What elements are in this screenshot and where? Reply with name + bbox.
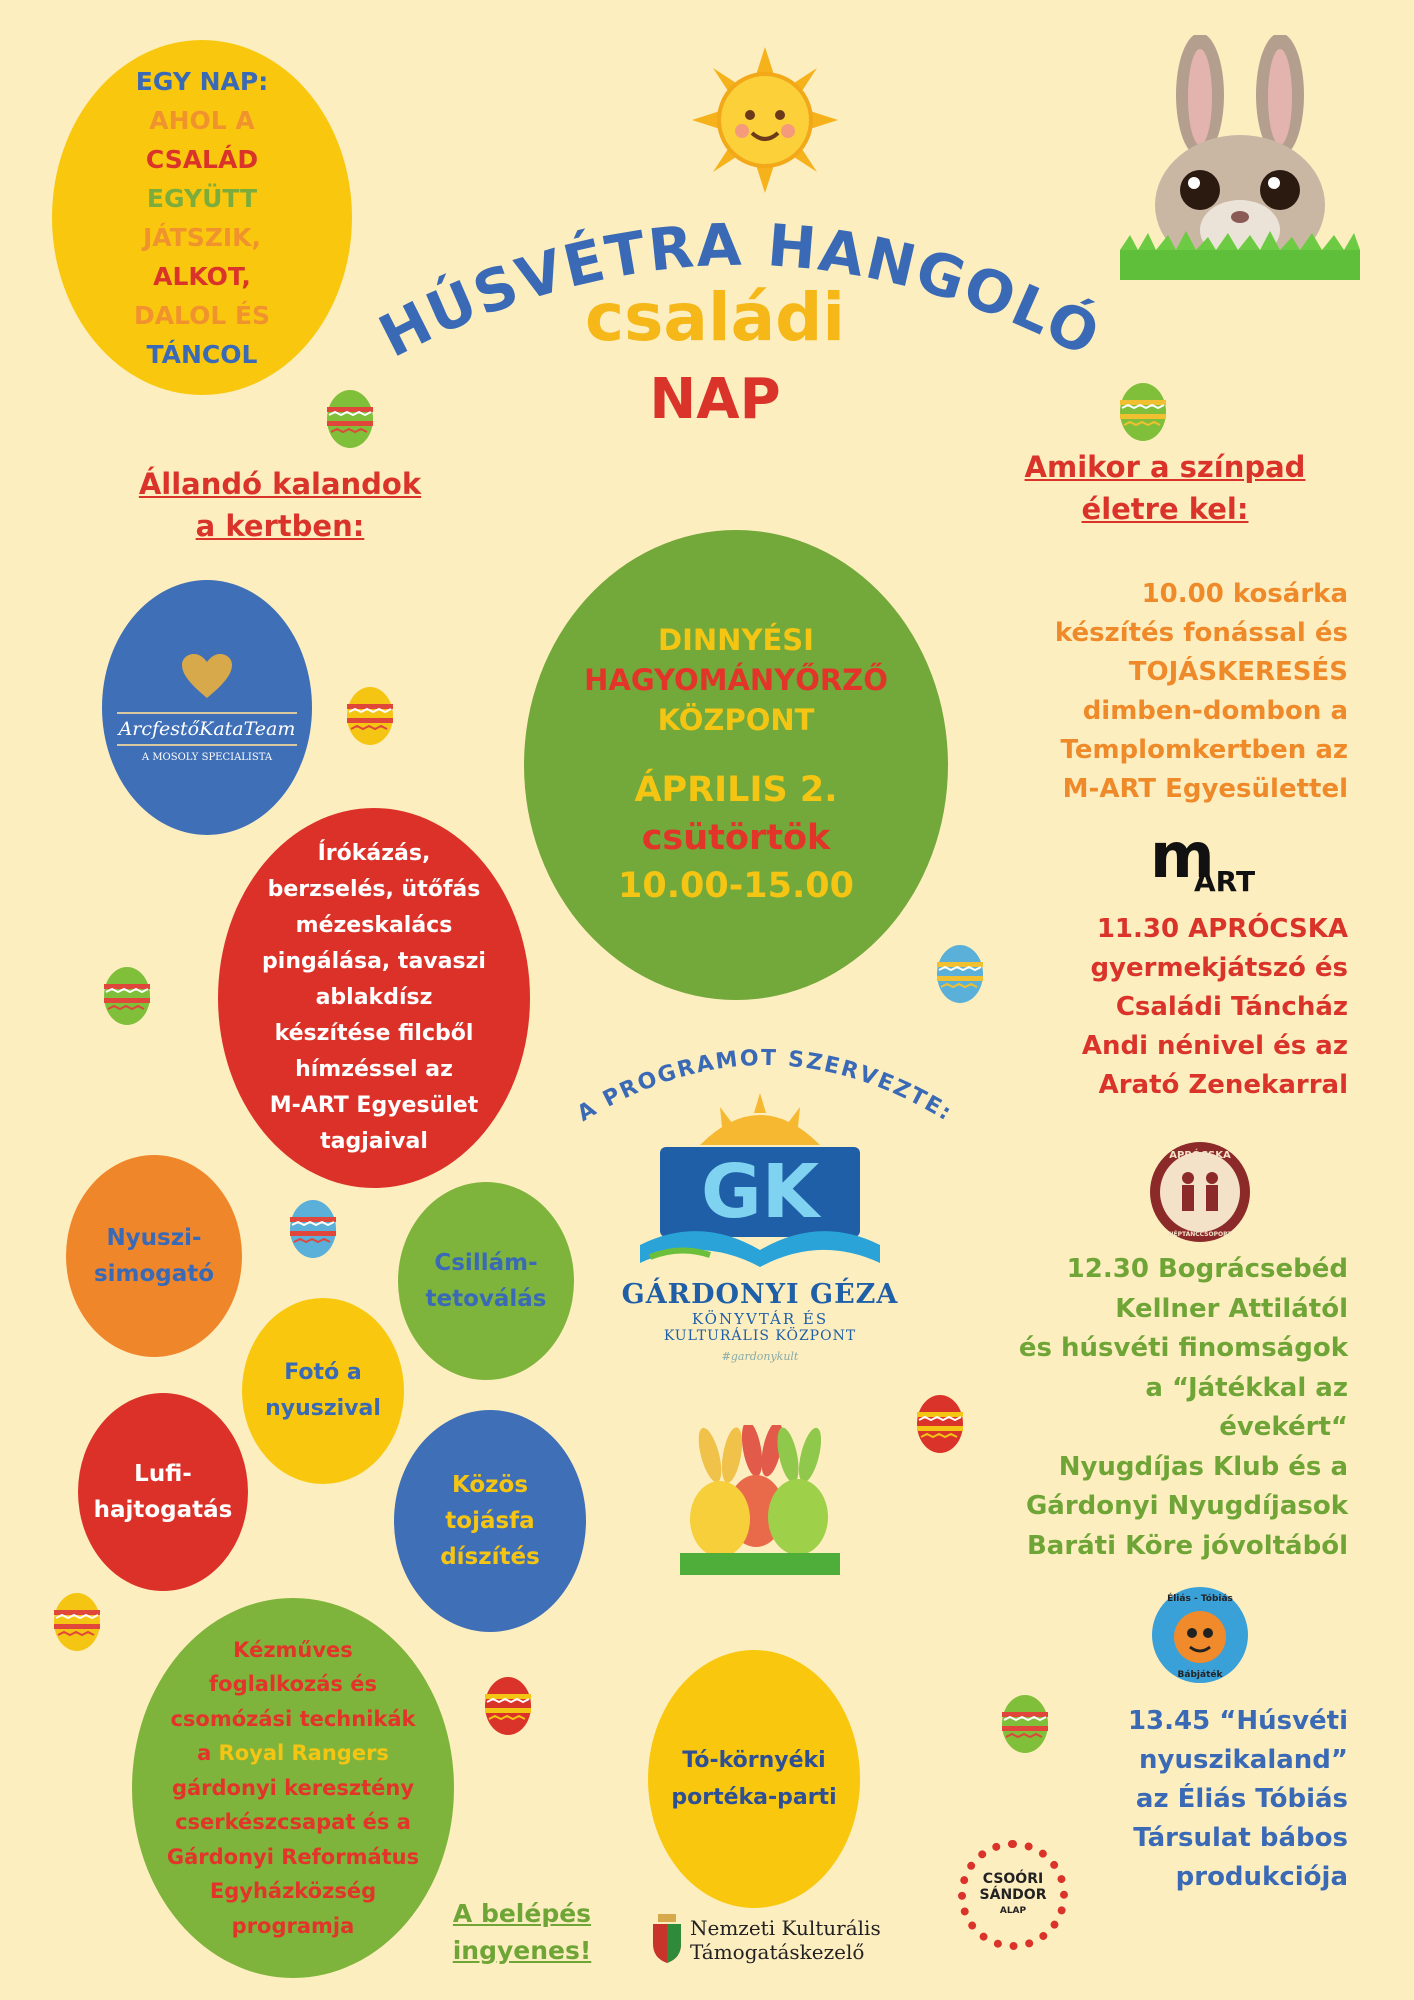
easter-egg-icon (483, 1672, 533, 1736)
svg-text:Éliás - Tóbiás: Éliás - Tóbiás (1167, 1594, 1233, 1604)
slogan-line: JÁTSZIK, (142, 222, 262, 252)
title-bottom: NAP (649, 367, 781, 432)
crafts-line: pingálása, tavaszi (262, 949, 486, 974)
easter-egg-icon (915, 1390, 965, 1454)
arcfesto-logo (102, 580, 312, 835)
svg-text:Bábjáték: Bábjáték (1177, 1670, 1223, 1680)
elias-tobias-logo (1150, 1585, 1250, 1685)
crafts-line: Írókázás, (317, 841, 431, 866)
library-line2: KÖNYVTÁR ÉS (691, 1310, 829, 1328)
easter-egg-icon (52, 1588, 102, 1652)
glitter-tattoo-circle: Csillám- tetoválás (398, 1182, 574, 1380)
crafts-line: mézeskalács (295, 913, 453, 938)
bunny-image (1120, 35, 1360, 280)
slogan-line: EGY NAP: (135, 66, 269, 96)
crafts-line: M-ART Egyesület (269, 1093, 479, 1118)
crafts-text (262, 836, 486, 1160)
crafts-line: berzselés, ütőfás (267, 877, 481, 902)
slogan-line: CSALÁD (145, 144, 259, 174)
library-hashtag: #gardonykult (721, 1350, 799, 1363)
crafts-line: hímzéssel az (295, 1057, 453, 1082)
easter-egg-icon (288, 1195, 338, 1259)
schedule-1: 10.00 kosárka készítés fonással és TOJÁSKERESÉS dimben-dombon a Templomkertben az M-ART Egyesülettel (1054, 579, 1348, 804)
workshop-circle (132, 1598, 454, 1978)
center-info-circle: DINNYÉSI HAGYOMÁNYŐRZŐ KÖZPONT ÁPRILIS 2. csütörtök 10.00-15.00 (524, 530, 948, 1000)
crafts-line: készítése filcből (274, 1021, 474, 1046)
photo-circle: Fotó a nyuszival (242, 1298, 404, 1484)
slogan-line: ALKOT, (153, 261, 251, 291)
mart-logo: m ART (1150, 819, 1256, 898)
easter-egg-icon (1118, 378, 1168, 442)
library-logo (620, 1085, 900, 1405)
csoori-logo: CSOÓRI SÁNDOR ALAP (958, 1840, 1068, 1950)
arcfesto-name: ArcfestőKataTeam (118, 718, 296, 740)
crafts-circle (218, 808, 530, 1188)
balloon-circle: Lufi- hajtogatás (78, 1393, 248, 1591)
sun-icon (690, 45, 840, 195)
arcfesto-tagline: A MOSOLY SPECIALISTA (141, 752, 273, 763)
easter-egg-icon (102, 962, 152, 1026)
entry-note: A belépés ingyenes! (452, 1899, 592, 1965)
lake-circle: Tó-környéki portéka-parti (648, 1650, 860, 1908)
slogan-circle (52, 40, 352, 395)
easter-egg-icon (345, 682, 395, 746)
right-heading: Amikor a színpad életre kel: (1024, 450, 1306, 526)
library-mark: GK (700, 1149, 820, 1235)
library-name: GÁRDONYI GÉZA (621, 1279, 899, 1310)
easter-egg-icon (935, 940, 985, 1004)
heart-icon (180, 652, 234, 700)
library-line3: KULTURÁLIS KÖZPONT (663, 1328, 857, 1344)
crafts-line: ablakdísz (315, 985, 433, 1010)
slogan-line: EGYÜTT (146, 183, 258, 213)
bunny-petting-circle: Nyuszi- simogató (66, 1155, 242, 1357)
title-main: HÚSVÉTRA HANGOLÓ (368, 210, 1112, 371)
svg-text:APRÓCSKA: APRÓCSKA (1169, 1150, 1231, 1161)
title-middle: családi (585, 279, 845, 356)
crafts-line: tagjaival (320, 1129, 428, 1154)
slogan-line: AHOL A (149, 105, 255, 135)
nka-logo: Nemzeti Kulturális Támogatáskezelő (650, 1910, 940, 1970)
egg-painting-circle: Közös tojásfa díszítés (394, 1410, 586, 1632)
left-heading: Állandó kalandok a kertben: (138, 467, 422, 543)
schedule-4: 13.45 “Húsvéti nyuszikaland” az Éliás Tóbiás Társulat bábos produkciója (1127, 1706, 1348, 1892)
library-emblem-icon (620, 1085, 900, 1275)
royal-rangers: Royal Rangers (218, 1741, 389, 1766)
workshop-text: Kézműves foglalkozás és csomózási technikák a Royal Rangers gárdonyi keresztény cserkészcsapat és a Gárdonyi Református Egyházközség programja (166, 1637, 420, 1938)
schedule-2: 11.30 APRÓCSKA gyermekjátszó és Családi Táncház Andi nénivel és az Arató Zenekarral (1081, 914, 1348, 1100)
slogan-line: DALOL ÉS (133, 300, 271, 330)
coat-of-arms-icon (650, 1914, 684, 1964)
easter-egg-icon (325, 385, 375, 449)
easter-eggs-image (680, 1425, 840, 1575)
aprocska-logo (1148, 1140, 1252, 1244)
slogan-line: TÁNCOL (146, 339, 258, 369)
slogan-text (134, 62, 270, 374)
schedule-3: 12.30 Bográcsebéd Kellner Attilától és húsvéti finomságok a “Játékkal az évekért“ Nyugdíjas Klub és a Gárdonyi Nyugdíjasok Baráti Köre jóvoltából (1018, 1254, 1348, 1561)
easter-egg-icon (1000, 1690, 1050, 1754)
organizer-label: A PROGRAMOT SZERVEZTE: (573, 1045, 957, 1127)
svg-text:NÉPTÁNCCSOPORT: NÉPTÁNCCSOPORT (1168, 1231, 1232, 1238)
